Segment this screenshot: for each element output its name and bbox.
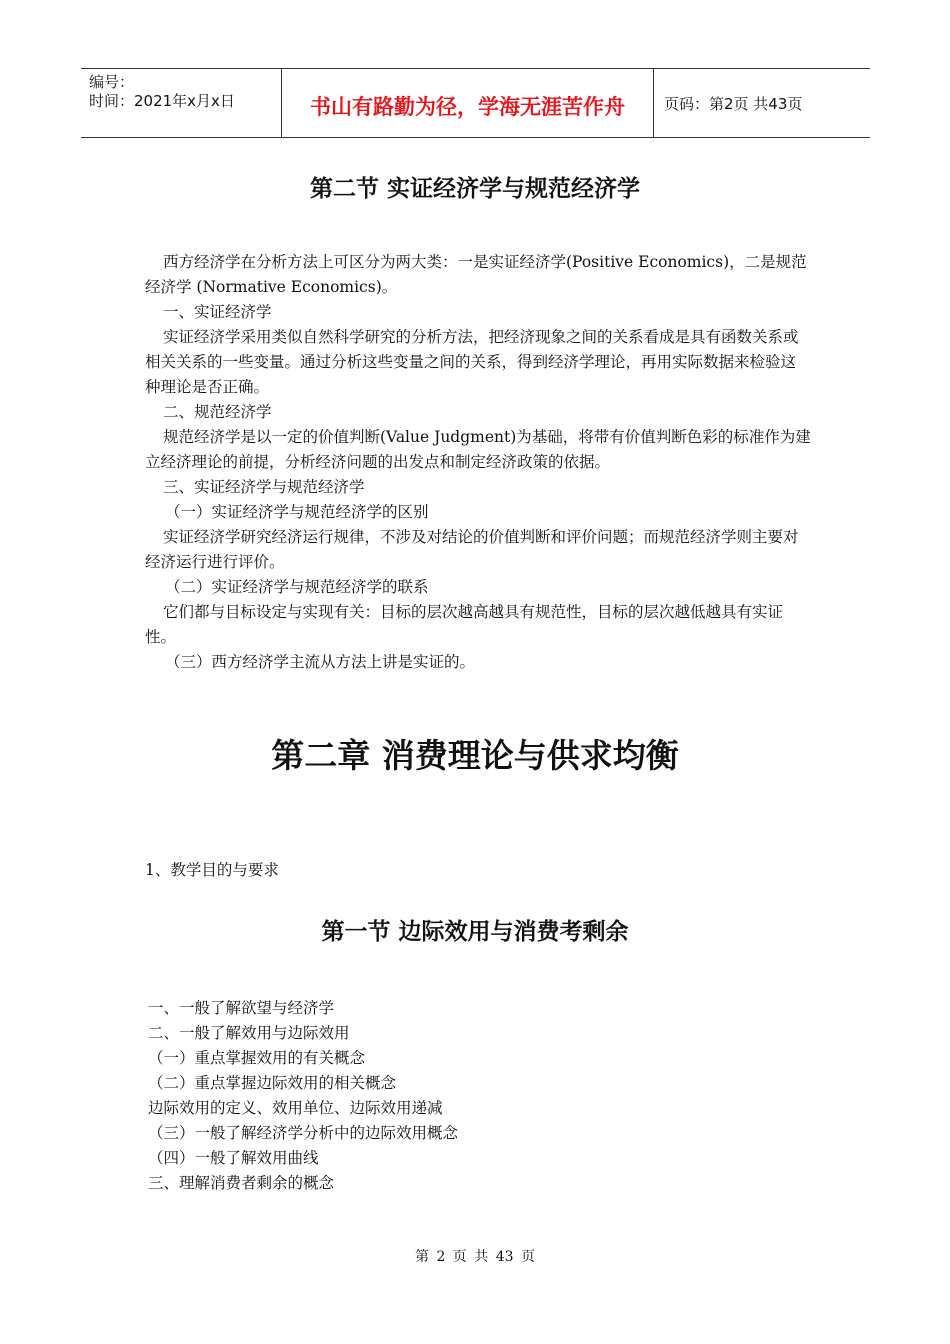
- list-item: （四）一般了解效用曲线: [148, 1149, 319, 1167]
- paragraph: 实证经济学采用类似自然科学研究的分析方法，把经济现象之间的关系看成是具有函数关系或相关关系的一些变量。通过分析这些变量之间的关系，得到经济学理论，再用实际数据来检验这种理论是否正确。: [145, 328, 799, 396]
- list-item: （一）重点掌握效用的有关概念: [148, 1049, 366, 1067]
- paragraph: 实证经济学研究经济运行规律，不涉及对结论的价值判断和评价问题；而规范经济学则主要对经济运行进行评价。: [145, 528, 799, 571]
- list-item: 二、一般了解效用与边际效用: [148, 1024, 350, 1042]
- subheading: （二）实证经济学与规范经济学的联系: [165, 578, 429, 596]
- chapter-title: 第二章 消费理论与供求均衡: [271, 736, 679, 775]
- subheading: （一）实证经济学与规范经济学的区别: [165, 503, 429, 521]
- header-meta-cell: [81, 69, 282, 137]
- subheading: 一、实证经济学: [163, 303, 272, 321]
- paragraph: 它们都与目标设定与实现有关：目标的层次越高越具有规范性，目标的层次越低越具有实证性。: [145, 603, 784, 646]
- list-item: 边际效用的定义、效用单位、边际效用递减: [148, 1099, 443, 1117]
- list-item: （二）重点掌握边际效用的相关概念: [148, 1074, 397, 1092]
- subheading: 二、规范经济学: [163, 403, 272, 421]
- section-title: 第二节 实证经济学与规范经济学: [309, 176, 640, 202]
- paragraph: 西方经济学在分析方法上可区分为两大类：一是实证经济学(Positive Economics)，二是规范经济学 (Normative Economics)。: [145, 253, 807, 296]
- paragraph: 规范经济学是以一定的价值判断(Value Judgment)为基础，将带有价值判断色彩的标准作为建立经济理论的前提，分析经济问题的出发点和制定经济政策的依据。: [145, 428, 811, 471]
- page-info: 页码：第2页 共43页: [664, 95, 803, 113]
- motto: 书山有路勤为径，学海无涯苦作舟: [310, 95, 625, 119]
- page-footer: 第 2 页 共 43 页: [415, 1249, 535, 1265]
- header-page-cell: [654, 69, 870, 137]
- serial-label: 编号：: [89, 73, 135, 91]
- subheading: 三、实证经济学与规范经济学: [163, 478, 365, 496]
- time-label: 时间：2021年x月x日: [89, 92, 235, 110]
- section-body: [145, 250, 811, 675]
- list-item: （三）一般了解经济学分析中的边际效用概念: [148, 1124, 459, 1142]
- list-item: 一、一般了解欲望与经济学: [148, 999, 335, 1017]
- outline-list: [148, 996, 458, 1196]
- teaching-goals-label: 1、教学目的与要求: [145, 861, 279, 879]
- list-item: 三、理解消费者剩余的概念: [148, 1174, 335, 1192]
- header-table: [81, 68, 870, 138]
- subheading: （三）西方经济学主流从方法上讲是实证的。: [165, 653, 476, 671]
- section-title: 第一节 边际效用与消费考剩余: [321, 919, 629, 945]
- header-motto-cell: [282, 69, 654, 137]
